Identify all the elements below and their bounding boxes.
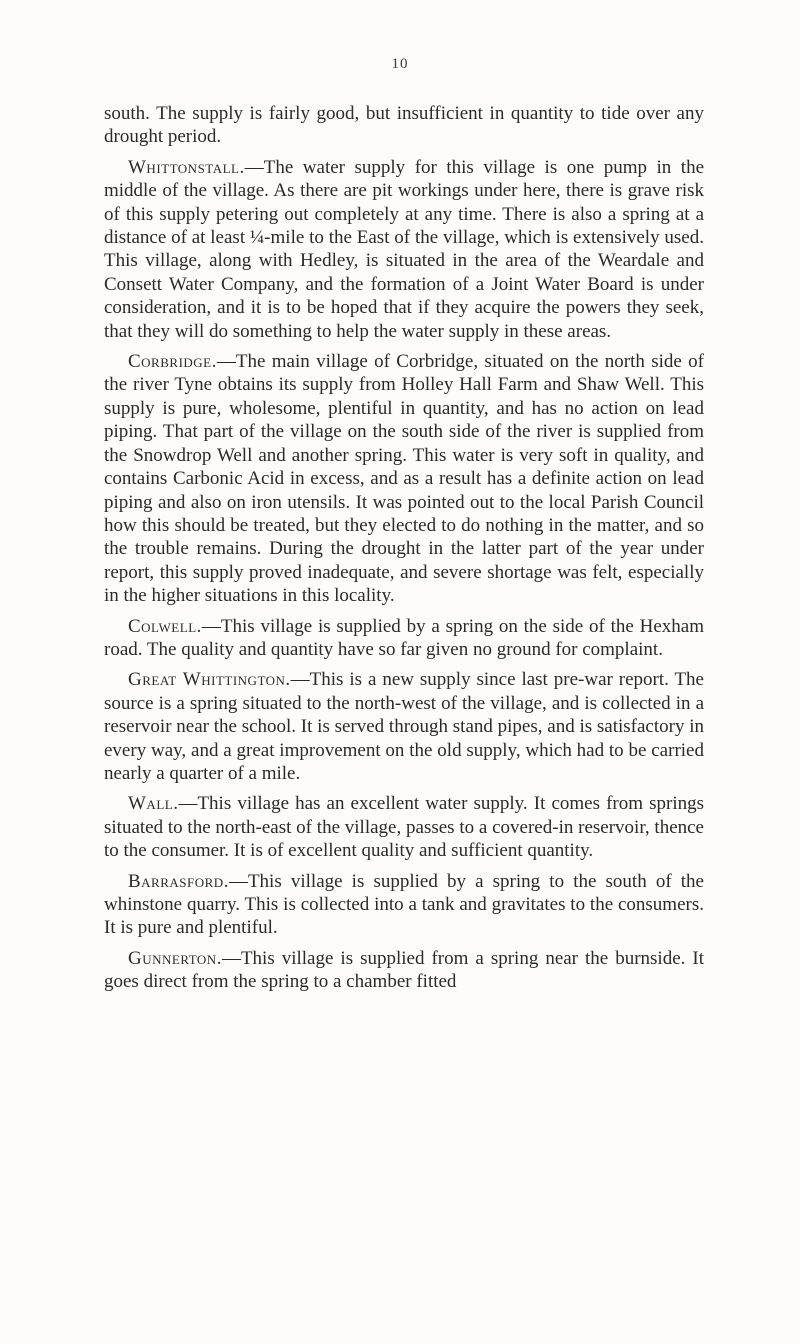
page-number: 10 <box>391 56 409 72</box>
paragraph-heading: Barrasford. <box>128 870 229 892</box>
paragraph-heading: Corbridge. <box>128 351 217 373</box>
paragraph-text: —The water supply for this village is one pump in the middle of the village. As there are pit workings under here, there is grave risk of this supply petering out completely at any time. There is also a spring at a distance of at least ¼-mile to the East of the village, which is extensively used. This village, along with Hedley, is situated in the area of the Weardale and Consett Water Company, and the formation of a Joint Water Board is under consideration, and it is to be hoped that if they acquire the powers they seek, that they will do something to help the water supply in these areas. <box>104 156 704 342</box>
body-text <box>104 102 704 1001</box>
paragraph-text: —This village is supplied from a spring near the burnside. It goes direct from the spring to a chamber fitted <box>104 947 704 993</box>
paragraph-text: —This is a new supply since last pre-war report. The source is a spring situated to the north-west of the village, and is collected in a reservoir near the school. It is served through stand pipes, and is satisfactory in every way, and a great improvement on the old supply, which had to be carried nearly a quarter of a mile. <box>104 669 704 784</box>
paragraph-continuation <box>104 102 704 149</box>
paragraph-text: south. The supply is fairly good, but insufficient in quantity to tide over any drought period. <box>104 103 704 148</box>
paragraph-great-whittington <box>104 668 704 785</box>
paragraph-heading: Colwell. <box>128 615 202 637</box>
paragraph-gunnerton <box>104 947 704 994</box>
paragraph-whittonstall <box>104 156 704 343</box>
paragraph-wall <box>104 792 704 862</box>
paragraph-colwell <box>104 615 704 662</box>
paragraph-text: —The main village of Corbridge, situated on the north side of the river Tyne obtains its supply from Holley Hall Farm and Shaw Well. This supply is pure, wholesome, plentiful in quantity, and has no action on lead piping. That part of the village on the south side of the river is supplied from the Snowdrop Well and another spring. This water is very soft in quality, and contains Carbonic Acid in excess, and as a result has a definite action on lead piping and also on iron utensils. It was pointed out to the local Parish Council how this should be treated, but they elected to do nothing in the matter, and so the trouble remains. During the drought in the latter part of the year under report, this supply proved inadequate, and severe shortage was felt, especially in the higher situations in this locality. <box>104 351 704 607</box>
paragraph-barrasford <box>104 870 704 940</box>
paragraph-text: —This village has an excellent water supply. It comes from springs situated to the north-east of the village, passes to a covered-in reservoir, thence to the consumer. It is of excellent quality and sufficient quantity. <box>104 793 704 862</box>
paragraph-heading: Gunnerton. <box>128 947 222 969</box>
paragraph-heading: Whittonstall. <box>128 156 245 178</box>
paragraph-heading: Great Whittington. <box>128 669 291 691</box>
paragraph-text: —This village is supplied by a spring to the south of the whinstone quarry. This is collected into a tank and gravitates to the consumers. It is pure and plentiful. <box>104 870 704 939</box>
paragraph-heading: Wall. <box>128 793 179 815</box>
paragraph-text: —This village is supplied by a spring on the side of the Hexham road. The quality and quantity have so far given no ground for complaint. <box>104 615 704 660</box>
paragraph-corbridge <box>104 350 704 607</box>
